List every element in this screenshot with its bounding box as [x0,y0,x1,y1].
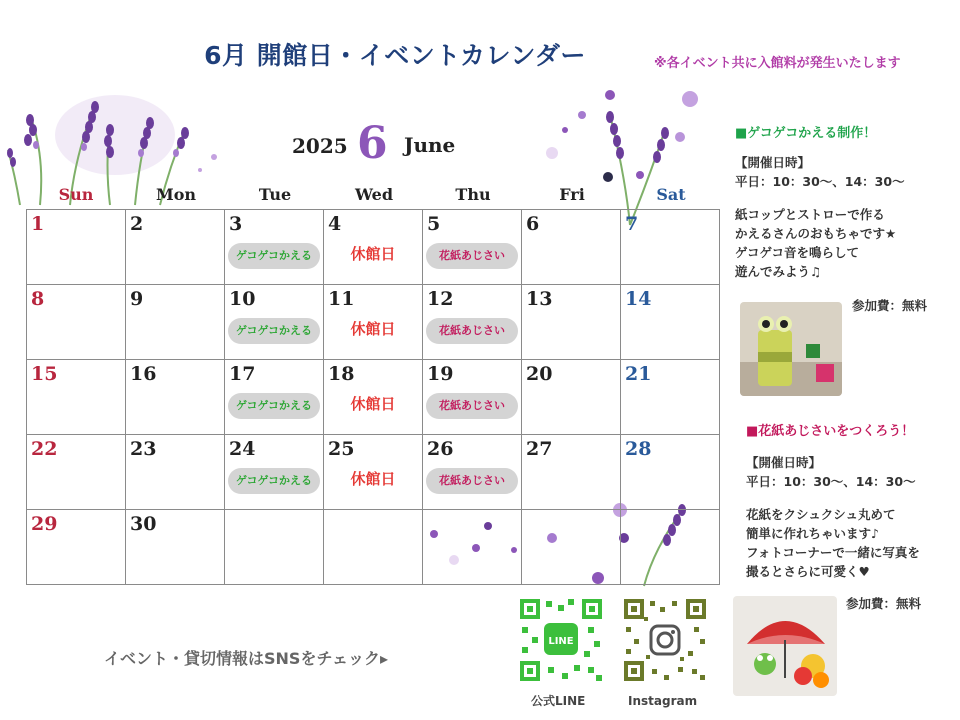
line-label: 公式LINE [531,694,586,708]
calendar-day[interactable] [522,435,621,510]
weekday-mon: Mon [155,185,196,204]
calendar-day-empty [324,510,423,585]
day-number: 8 [31,288,45,310]
day-number: 23 [130,438,157,460]
frog-event-badge: ゲコゲコかえる [228,468,320,494]
day-number: 13 [526,288,553,310]
day-number: 21 [625,363,652,385]
calendar-day[interactable] [621,285,720,360]
day-number: 14 [625,288,652,310]
day-number: 12 [427,288,454,310]
day-number: 16 [130,363,157,385]
day-number: 27 [526,438,553,460]
fee-notice: ※各イベント共に入館料が発生いたします [654,56,901,71]
calendar-day[interactable] [324,435,423,510]
calendar-day-empty [225,510,324,585]
calendar-day[interactable] [126,210,225,285]
calendar-week [27,285,720,360]
calendar-day[interactable] [126,510,225,585]
day-number: 6 [526,213,540,235]
calendar-week [27,210,720,285]
event-hydrangea-panel [746,420,958,581]
line-qr-code[interactable] [518,597,604,683]
calendar-day[interactable] [225,210,324,285]
calendar-week [27,360,720,435]
weekday-wed: Wed [354,185,394,204]
day-number: 22 [31,438,58,460]
frog-craft-photo [740,302,842,396]
calendar-day[interactable] [522,360,621,435]
calendar-day[interactable] [423,285,522,360]
hydrangea-craft-photo [733,596,837,696]
calendar-day[interactable] [225,285,324,360]
calendar-day[interactable] [27,360,126,435]
day-number: 10 [229,288,256,310]
calendar-day[interactable] [621,210,720,285]
day-number: 18 [328,363,355,385]
calendar-day-empty [522,510,621,585]
day-number: 3 [229,213,243,235]
hydrangea-event-badge: 花紙あじさい [426,243,518,269]
sns-check-text: イベント・貸切情報はSNSをチェック▸ [104,649,388,668]
closed-label: 休館日 [350,320,396,338]
calendar-day[interactable] [423,210,522,285]
event-frog-desc-2: かえるさんのおもちゃです★ [735,226,897,241]
day-number: 28 [625,438,652,460]
event-hydrangea-schedule-label: 【開催日時】 [746,455,822,470]
day-number: 29 [31,513,58,535]
calendar-day[interactable] [126,360,225,435]
day-number: 25 [328,438,355,460]
closed-label: 休館日 [350,245,396,263]
day-number: 17 [229,363,256,385]
day-number: 7 [625,213,639,235]
event-frog-heading: ■ゲコゲコかえる制作！ [735,126,877,141]
closed-label: 休館日 [350,470,396,488]
day-number: 19 [427,363,454,385]
instagram-label: Instagram [628,694,698,708]
frog-event-badge: ゲコゲコかえる [228,393,320,419]
day-number: 5 [427,213,441,235]
event-frog-schedule: 平日：10：30〜、14：30〜 [735,174,905,189]
calendar-day-empty [423,510,522,585]
weekday-fri: Fri [559,185,585,204]
calendar-day[interactable] [423,360,522,435]
day-number: 20 [526,363,553,385]
calendar-month-number: 6 [357,118,388,169]
event-frog-desc-3: ゲコゲコ音を鳴らして [735,245,860,260]
day-number: 15 [31,363,58,385]
calendar-day[interactable] [27,510,126,585]
calendar-day[interactable] [27,285,126,360]
weekday-thu: Thu [455,185,491,204]
day-number: 1 [31,213,45,235]
calendar-day[interactable] [522,285,621,360]
event-hydrangea-desc-3: フォトコーナーで一緒に写真を [746,545,920,560]
closed-label: 休館日 [350,395,396,413]
frog-event-badge: ゲコゲコかえる [228,243,320,269]
calendar-week [27,510,720,585]
event-frog-fee: 参加費：無料 [852,298,928,313]
hydrangea-event-badge: 花紙あじさい [426,318,518,344]
event-frog-desc-4: 遊んでみよう♫ [735,264,822,279]
event-hydrangea-desc-1: 花紙をクシュクシュ丸めて [746,507,896,522]
calendar-day[interactable] [27,210,126,285]
line-logo-text: LINE [548,636,574,647]
calendar-day[interactable] [324,360,423,435]
calendar-day[interactable] [621,360,720,435]
weekday-tue: Tue [258,185,292,204]
calendar-day[interactable] [423,435,522,510]
calendar-week [27,435,720,510]
calendar-day[interactable] [225,435,324,510]
page-title: 6月 開館日・イベントカレンダー [204,41,586,70]
calendar-grid [26,209,720,585]
calendar-day[interactable] [621,435,720,510]
day-number: 9 [130,288,144,310]
day-number: 24 [229,438,256,460]
calendar-day[interactable] [225,360,324,435]
day-number: 11 [328,288,355,310]
calendar-day[interactable] [126,285,225,360]
calendar-month-name: June [404,133,456,157]
event-frog-panel [735,122,955,281]
hydrangea-event-badge: 花紙あじさい [426,393,518,419]
calendar-day[interactable] [324,210,423,285]
event-frog-schedule-label: 【開催日時】 [735,155,811,170]
day-number: 4 [328,213,342,235]
event-hydrangea-desc-4: 撮るとさらに可愛く♥ [746,564,870,579]
calendar-day[interactable] [27,435,126,510]
event-hydrangea-fee: 参加費：無料 [846,596,922,611]
event-frog-desc-1: 紙コップとストローで作る [735,207,885,222]
day-number: 2 [130,213,144,235]
frog-event-badge: ゲコゲコかえる [228,318,320,344]
calendar-year: 2025 [292,134,348,158]
day-number: 26 [427,438,454,460]
day-number: 30 [130,513,157,535]
calendar-day[interactable] [324,285,423,360]
calendar-day[interactable] [522,210,621,285]
event-hydrangea-schedule: 平日：10：30〜、14：30〜 [746,474,916,489]
instagram-qr-code[interactable] [622,597,708,683]
calendar-day[interactable] [126,435,225,510]
weekday-sun: Sun [58,185,94,204]
weekday-sat: Sat [656,185,686,204]
calendar-day-empty [621,510,720,585]
hydrangea-event-badge: 花紙あじさい [426,468,518,494]
event-hydrangea-heading: ■花紙あじさいをつくろう！ [746,424,915,439]
event-hydrangea-desc-2: 簡単に作れちゃいます♪ [746,526,879,541]
